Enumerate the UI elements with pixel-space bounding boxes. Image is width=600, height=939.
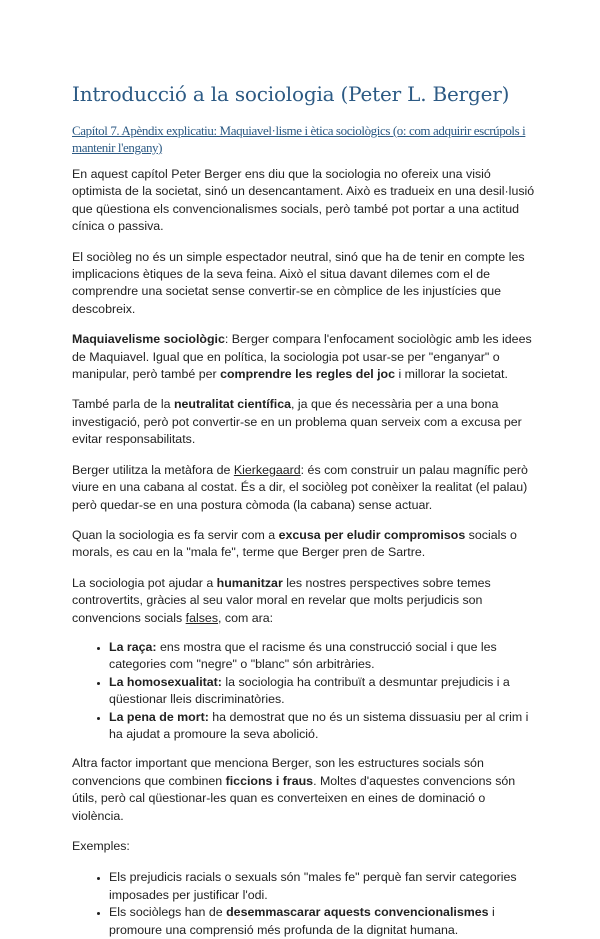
paragraph-kierkegaard: Berger utilitza la metàfora de Kierkegaard: és com construir un palau magnífic però viure en una cabana al costat. És a dir, el sociòleg pot conèixer la realitat (el palau) però quedar-se en una postura còmoda (la cabana) sense actuar. bbox=[72, 462, 528, 512]
paragraph-bad-faith: Quan la sociologia es fa servir com a excusa per eludir compromisos socials o morals, es cau en la "mala fe", terme que Berger pren de Sartre. bbox=[72, 527, 517, 560]
examples-list bbox=[72, 869, 540, 939]
chapter-heading[interactable]: Capítol 7. Apèndix explicatiu: Maquiavel·lisme i ètica sociològics (o: com adquirir escrúpols i mantenir l'engany) bbox=[72, 123, 526, 155]
paragraph-humanize: La sociologia pot ajudar a humanitzar les nostres perspectives sobre temes controvertits, gràcies al seu valor moral en revelar que molts perjudicis son convencions socials falses, com ara: bbox=[72, 575, 491, 625]
topics-list bbox=[72, 639, 540, 743]
paragraph-ethics: El sociòleg no és un simple espectador neutral, sinó que ha de tenir en compte les implicacions ètiques de la seva feina. Això el situa davant dilemes com el de comprendre una societat sense convertir-se en còmplice de les injustícies que descobreix. bbox=[72, 249, 525, 316]
paragraph-machiavellianism: Maquiavelisme sociològic: Berger compara l'enfocament sociològic amb les idees de Maquiavel. Igual que en política, la sociologia pot usar-se per "enganyar" o manipular, però també per comprendre les regles del joc i millorar la societat. bbox=[72, 332, 532, 382]
examples-label: Exemples: bbox=[72, 839, 130, 853]
paragraph-intro: En aquest capítol Peter Berger ens diu que la sociologia no ofereix una visió optimista de la societat, sinó un desencantament. Això es tradueix en una desil·lusió que qüestiona els convencionalismes socials, però també pot portar a una actitud cínica o passiva. bbox=[72, 167, 535, 234]
list-item: • La raça: ens mostra que el racisme és una construcció social i que les categories com "negre" o "blanc" són arbitràries. bbox=[109, 639, 540, 674]
list-item: • Els sociòlegs han de desemmascarar aquests convencionalismes i promoure una comprensió més profunda de la dignitat humana. bbox=[109, 904, 540, 939]
kierkegaard-link[interactable]: Kierkegaard bbox=[233, 462, 301, 477]
list-item: • La pena de mort: ha demostrat que no és un sistema dissuasiu per al crim i ha ajudat a promoure la seva abolició. bbox=[109, 709, 540, 744]
document-title: Introducció a la sociologia (Peter L. Berger) bbox=[72, 82, 510, 106]
list-item: • Els prejudicis racials o sexuals són "males fe" perquè fan servir categories imposades per justificar l'odi. bbox=[109, 869, 540, 904]
paragraph-fictions: Altra factor important que menciona Berger, son les estructures socials són convencions que combinen ficcions i fraus. Moltes d'aquestes convencions són útils, però cal qüestionar-les quan es converteixen en eines de dominació o violència. bbox=[72, 756, 516, 823]
list-item: • La homosexualitat: la sociologia ha contribuït a desmuntar prejudicis i a qüestionar lleis discriminatòries. bbox=[109, 674, 540, 709]
paragraph-neutrality: També parla de la neutralitat científica, ja que és necessària per a una bona investigació, però pot convertir-se en un problema quan serveix com a excusa per evitar responsabilitats. bbox=[72, 397, 522, 447]
falses-link[interactable]: falses bbox=[185, 610, 219, 625]
